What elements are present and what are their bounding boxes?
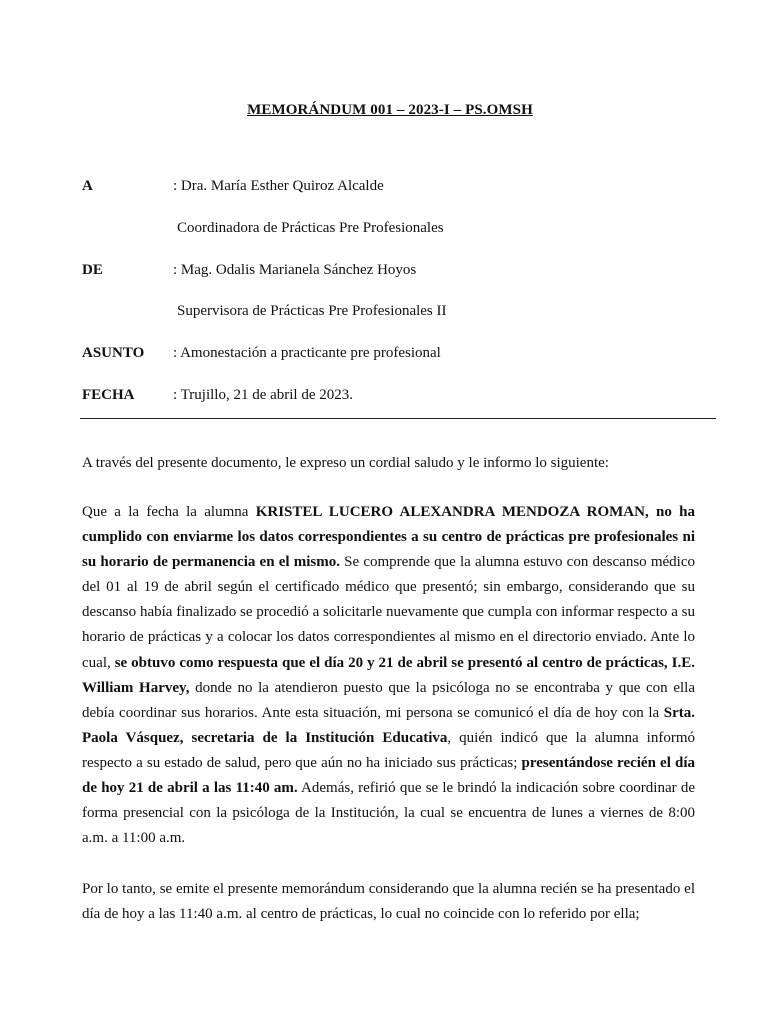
closing-paragraph: Por lo tanto, se emite el presente memorándum considerando que la alumna recién se ha presentado el día de hoy a las 11:40 a.m. al centro de prácticas, lo cual no coincide con lo referido por ella; <box>82 881 695 923</box>
body-bold-3: Srta. Paola Vásquez, secretaria de la Institución Educativa <box>82 704 695 746</box>
body-text-3: donde no la atendieron puesto que la psicóloga no se encontraba y que con ella debía coordinar sus horarios. Ante esta situación, mi persona se comunicó el día de hoy con la <box>82 679 695 721</box>
body-text-4: , quién indicó que la alumna informó respecto a su estado de salud, pero que aún no ha iniciado sus prácticas; <box>82 729 696 771</box>
fecha-label: FECHA <box>82 387 135 403</box>
header-divider <box>80 418 716 419</box>
asunto-label: ASUNTO <box>82 345 145 361</box>
a-label: A <box>82 178 93 194</box>
de-value: : Mag. Odalis Marianela Sánchez Hoyos <box>173 262 417 278</box>
memo-title: MEMORÁNDUM 001 – 2023-I – PS.OMSH <box>247 102 533 118</box>
de-role: Supervisora de Prácticas Pre Profesionales II <box>177 303 447 319</box>
asunto-value: : Amonestación a practicante pre profesional <box>173 345 441 361</box>
body-bold-2: se obtuvo como respuesta que el día 20 y 21 de abril se presentó al centro de prácticas, I.E. William Harvey, <box>82 654 695 696</box>
intro-paragraph: A través del presente documento, le expreso un cordial saludo y le informo lo siguiente: <box>82 455 609 471</box>
body-bold-4: presentándose recién el día de hoy 21 de abril a las 11:40 am. <box>82 754 695 797</box>
de-label: DE <box>82 262 103 278</box>
a-role: Coordinadora de Prácticas Pre Profesionales <box>177 220 444 236</box>
a-value: : Dra. María Esther Quiroz Alcalde <box>173 178 384 194</box>
body-text-2: Se comprende que la alumna estuvo con descanso médico del 01 al 19 de abril según el certificado médico que presentó; sin embargo, considerando que su descanso había finalizado se procedió a solicitarle nuevamente que cumpla con informar respecto a su horario de prácticas y a colocar los datos correspondientes al mismo en el directorio enviado. Ante lo cual, <box>82 554 695 671</box>
body-bold-1: KRISTEL LUCERO ALEXANDRA MENDOZA ROMAN, no ha cumplido con enviarme los datos correspondientes a su centro de prácticas pre profesionales ni su horario de permanencia en el mismo. <box>82 504 695 571</box>
fecha-value: : Trujillo, 21 de abril de 2023. <box>173 387 353 403</box>
body-paragraph <box>82 500 695 851</box>
body-text-5: Además, refirió que se le brindó la indicación sobre coordinar de forma presencial con la psicóloga de la Institución, la cual se encuentra de lunes a viernes de 8:00 a.m. a 11:00 a.m. <box>82 780 695 847</box>
body-text-1: Que a la fecha la alumna <box>82 504 256 520</box>
